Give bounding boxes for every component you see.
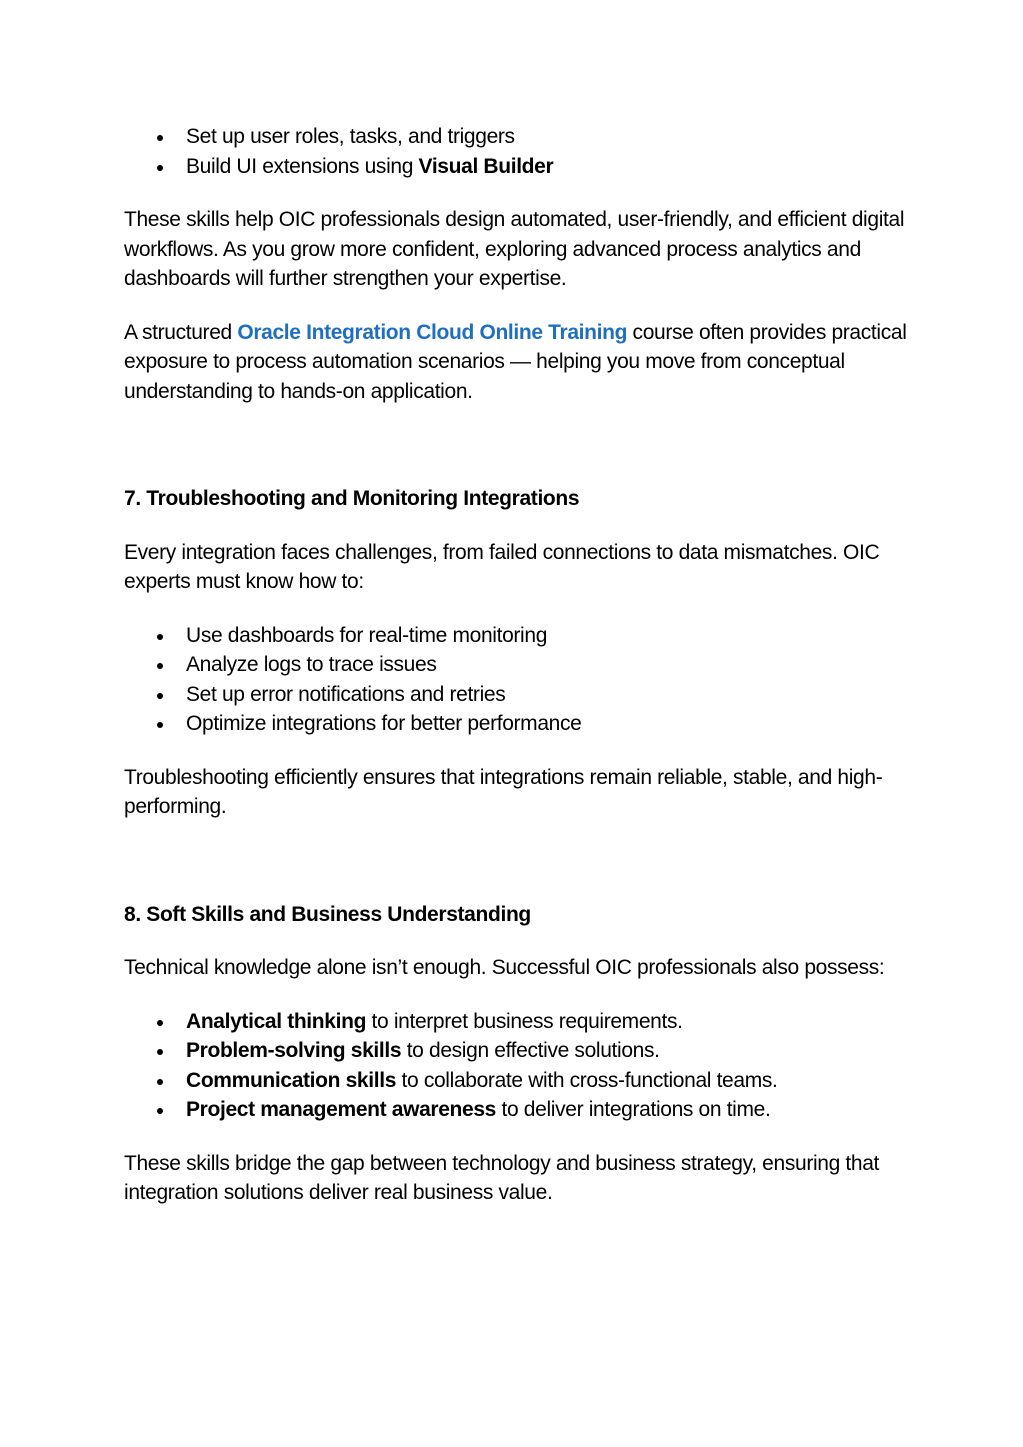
- list-item: [124, 122, 914, 152]
- list-item-bold: Visual Builder: [418, 154, 554, 178]
- list-item-text: to collaborate with cross-functional teams.: [396, 1068, 778, 1092]
- list-item-bold: Problem-solving skills: [186, 1039, 402, 1062]
- section-7-heading: 7. Troubleshooting and Monitoring Integrations: [124, 487, 580, 510]
- list-item-bold: Communication skills: [186, 1068, 397, 1092]
- section-8-intro: Technical knowledge alone isn’t enough. Successful OIC professionals also possess:: [124, 956, 885, 979]
- list-item: [124, 152, 914, 182]
- list-item-bold: Analytical thinking: [186, 1009, 367, 1033]
- bullet-icon: [157, 693, 163, 699]
- list-item-text: to interpret business requirements.: [366, 1009, 683, 1033]
- paragraph-text: course often provides practical exposure to process automation scenarios — helping you move from conceptual understanding to hands-on application.: [124, 320, 907, 403]
- bullet-icon: [157, 165, 163, 171]
- section-7-outro: Troubleshooting efficiently ensures that integrations remain reliable, stable, and high-performing.: [124, 765, 883, 818]
- list-item: [124, 1036, 914, 1066]
- bullet-icon: [157, 135, 163, 141]
- list-item-text: Build UI extensions using: [186, 154, 419, 178]
- bullet-icon: [157, 1079, 163, 1085]
- list-item-text: Set up user roles, tasks, and triggers: [186, 125, 515, 148]
- list-item: [124, 1095, 914, 1125]
- bullet-icon: [157, 722, 163, 728]
- list-item: [124, 650, 914, 680]
- paragraph-training: [124, 318, 914, 407]
- section-8-heading: 8. Soft Skills and Business Understanding: [124, 902, 531, 926]
- list-item: [124, 1066, 914, 1096]
- list-item: [124, 1007, 914, 1037]
- list-item-text: to deliver integrations on time.: [496, 1098, 771, 1121]
- list-item: [124, 709, 914, 739]
- list-item-text: Optimize integrations for better performance: [186, 712, 582, 735]
- bullet-icon: [157, 1108, 163, 1114]
- list-item-text: to design effective solutions.: [401, 1039, 660, 1062]
- training-link[interactable]: Oracle Integration Cloud Online Training: [237, 320, 628, 344]
- list-item: [124, 621, 914, 651]
- bullet-list-top: [124, 122, 914, 181]
- list-item-bold: Project management awareness: [186, 1098, 497, 1121]
- list-item-text: Analyze logs to trace issues: [186, 653, 437, 676]
- bullet-icon: [157, 663, 163, 669]
- section-8-bullet-list: [124, 1007, 914, 1125]
- section-8-outro: These skills bridge the gap between technology and business strategy, ensuring that integration solutions deliver real business value.: [124, 1151, 880, 1204]
- list-item: [124, 680, 914, 710]
- document-page: [124, 122, 914, 1208]
- bullet-icon: [157, 1020, 163, 1026]
- bullet-icon: [157, 1049, 163, 1055]
- paragraph-text: A structured: [124, 320, 238, 344]
- section-7-intro: Every integration faces challenges, from failed connections to data mismatches. OIC experts must know how to:: [124, 540, 880, 593]
- list-item-text: Set up error notifications and retries: [186, 682, 506, 706]
- paragraph-skills: These skills help OIC professionals design automated, user-friendly, and efficient digital workflows. As you grow more confident, exploring advanced process analytics and dashboards will further strengthen your expertise.: [124, 208, 905, 290]
- section-7-bullet-list: [124, 621, 914, 739]
- list-item-text: Use dashboards for real-time monitoring: [186, 623, 548, 647]
- bullet-icon: [157, 634, 163, 640]
